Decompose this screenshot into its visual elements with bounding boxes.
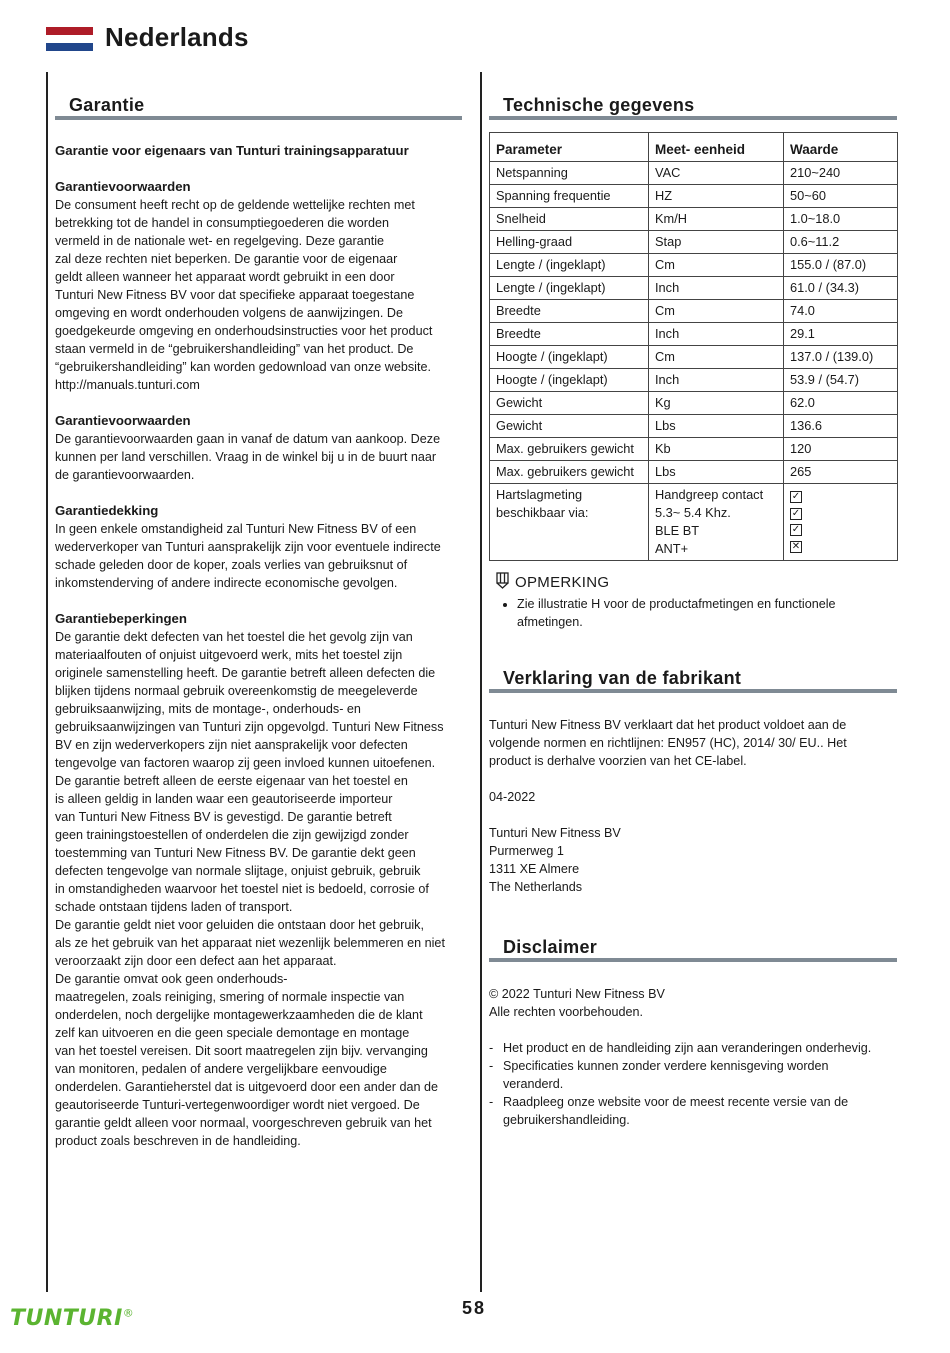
warranty-text-line: De consument heeft recht op de geldende wettelijke rechten met: [55, 198, 415, 212]
warranty-text-line: defecten tengevolge van normale slijtage, onjuist gebruik, gebruik: [55, 864, 421, 878]
disclaimer-heading: Disclaimer: [503, 937, 598, 957]
table-row: [490, 323, 898, 346]
cell-unit: Inch: [649, 277, 784, 300]
spacer: [489, 770, 899, 788]
warranty-text-line: tengevolge van factoren waarop zij geen invloed kunnen uitoefenen.: [55, 756, 436, 770]
note-item: • Zie illustratie H voor de productafmetingen en functionele afmetingen.: [517, 595, 896, 631]
cell-parameter: Hoogte / (ingeklapt): [490, 369, 649, 392]
declaration-text-line: Tunturi New Fitness BV verklaart dat het product voldoet aan de: [489, 718, 847, 732]
warranty-section-title: Garantievoorwaarden: [55, 413, 191, 428]
section-spacer: [55, 160, 465, 178]
logo-text: TUNTURI: [10, 1306, 123, 1331]
cell-value: 50~60: [784, 185, 898, 208]
warranty-text-line: is alleen geldig in landen waar een geautoriseerde importeur: [55, 792, 393, 806]
disclaimer-heading-bar: [489, 958, 897, 962]
warranty-text-line: omgeving en wordt onderhouden volgens de aanwijzingen. De: [55, 306, 403, 320]
declaration-date: 04-2022: [489, 790, 536, 804]
checkbox-checked-icon: ✓: [791, 524, 801, 535]
cell-value: 136.6: [784, 415, 898, 438]
warranty-text-line: De garantievoorwaarden gaan in vanaf de datum van aankoop. Deze: [55, 432, 441, 446]
cell-unit: VAC: [649, 162, 784, 185]
cell-parameter: Gewicht: [490, 415, 649, 438]
warranty-text-line: garantie geldt alleen voor normaal, voorgeschreven gebruik van het: [55, 1116, 432, 1130]
cell-value: 155.0 / (87.0): [784, 254, 898, 277]
cell-value: 61.0 / (34.3): [784, 277, 898, 300]
disclaimer-item-text: Raadpleeg onze website voor de meest recente versie van de gebruikershandleiding.: [503, 1095, 849, 1127]
logo-registered-mark: ®: [122, 1306, 135, 1320]
cell-value: 74.0: [784, 300, 898, 323]
warranty-text-line: originele samenstelling heeft. De garantie betreft alleen defecten die: [55, 666, 436, 680]
cell-unit: Inch: [649, 323, 784, 346]
section-spacer: [55, 484, 465, 502]
heart-rate-options: [649, 484, 784, 561]
address-line: Tunturi New Fitness BV: [489, 826, 621, 840]
warranty-text-line: veroorzaakt zijn door een defect aan het apparaat.: [55, 954, 337, 968]
cell-value: 62.0: [784, 392, 898, 415]
cell-parameter: Snelheid: [490, 208, 649, 231]
warranty-text-line: toestemming van Tunturi New Fitness BV. De garantie dekt geen: [55, 846, 416, 860]
heart-rate-label: [490, 484, 649, 561]
cell-value: 53.9 / (54.7): [784, 369, 898, 392]
warranty-text-line: zelf kan uitvoeren en die geen speciale demontage en montage: [55, 1026, 410, 1040]
table-row: [490, 369, 898, 392]
warranty-text-line: zal deze rechten niet beperken. De garantie voor de eigenaar: [55, 252, 398, 266]
declaration-heading: Verklaring van de fabrikant: [503, 668, 742, 688]
warranty-text-line: staan vermeld in de “gebruikershandleiding” van het product. De: [55, 342, 414, 356]
cell-parameter: Gewicht: [490, 392, 649, 415]
table-row: [490, 346, 898, 369]
warranty-text-line: vermeld in de nationale wet- en regelgeving. Deze garantie: [55, 234, 385, 248]
note-icon: [496, 572, 509, 589]
heart-rate-option: Handgreep contact: [655, 487, 764, 502]
cell-value: 0.6~11.2: [784, 231, 898, 254]
disclaimer-copyright: © 2022 Tunturi New Fitness BV: [489, 987, 665, 1001]
specs-heading: Technische gegevens: [503, 95, 695, 115]
checkbox-row: [790, 486, 891, 503]
cell-value: 137.0 / (139.0): [784, 346, 898, 369]
cell-value: 120: [784, 438, 898, 461]
center-divider: [480, 72, 482, 1292]
warranty-text-line: materiaalfouten of onjuist uitgevoerd werk, mits het toestel zijn: [55, 648, 403, 662]
warranty-text-line: product zoals beschreven in de handleiding.: [55, 1134, 301, 1148]
checkbox-checked-icon: ✓: [791, 491, 801, 502]
note-list: [496, 595, 896, 631]
cell-unit: Kg: [649, 392, 784, 415]
table-row: [490, 277, 898, 300]
warranty-text-line: onderdelen, noch dergelijke montagewerkzaamheden die de klant: [55, 1008, 423, 1022]
disclaimer-item: [489, 1057, 889, 1093]
warranty-text-line: onderdelen. Garantieherstel dat is uitgevoerd door een ander dan de: [55, 1080, 438, 1094]
table-row: [490, 438, 898, 461]
disclaimer-item: [489, 1093, 889, 1129]
column-header-value: Waarde: [784, 133, 898, 162]
cell-value: 29.1: [784, 323, 898, 346]
note-title: OPMERKING: [515, 574, 610, 591]
warranty-text-line: De garantie geldt niet voor geluiden die ontstaan door het gebruik,: [55, 918, 424, 932]
warranty-intro: Garantie voor eigenaars van Tunturi trainingsapparatuur: [55, 143, 409, 158]
cell-unit: Lbs: [649, 461, 784, 484]
page-title: Nederlands: [105, 22, 249, 52]
section-spacer: [55, 592, 465, 610]
warranty-text-line: als ze het gebruik van het apparaat niet wezenlijk belemmeren en niet: [55, 936, 445, 950]
tunturi-logo: [10, 1306, 134, 1331]
cell-parameter: Hoogte / (ingeklapt): [490, 346, 649, 369]
column-header-parameter: Parameter: [490, 133, 649, 162]
disclaimer-item: [489, 1039, 889, 1057]
table-row: [490, 185, 898, 208]
table-row: [490, 461, 898, 484]
note: [496, 572, 896, 631]
warranty-heading: Garantie: [69, 95, 145, 115]
cell-parameter: Max. gebruikers gewicht: [490, 461, 649, 484]
dash-bullet: -: [489, 1095, 494, 1109]
cell-unit: Inch: [649, 369, 784, 392]
page-number: 58: [462, 1298, 487, 1318]
warranty-text-line: BV en zijn wederverkopers zijn niet aansprakelijk voor defecten: [55, 738, 408, 752]
specs-table-header: [490, 133, 898, 162]
checkbox-row: [790, 536, 891, 553]
heart-rate-option: BLE BT: [655, 523, 700, 538]
column-header-unit: Meet- eenheid: [649, 133, 784, 162]
warranty-text-line: blijken tijdens normaal gebruik overeenkomstig de meegeleverde: [55, 684, 418, 698]
cell-parameter: Breedte: [490, 300, 649, 323]
cell-unit: Km/H: [649, 208, 784, 231]
cell-value: 1.0~18.0: [784, 208, 898, 231]
dash-bullet: -: [489, 1041, 494, 1055]
specs-table: [489, 132, 898, 561]
table-row: [490, 300, 898, 323]
cell-unit: Lbs: [649, 415, 784, 438]
warranty-text-line: van het toestel vereisen. Dit soort maatregelen zijn bijv. vervanging: [55, 1044, 428, 1058]
cell-parameter: Breedte: [490, 323, 649, 346]
cell-unit: Kb: [649, 438, 784, 461]
cell-unit: Cm: [649, 346, 784, 369]
warranty-text-line: Tunturi New Fitness BV voor dat specifieke apparaat toegestane: [55, 288, 415, 302]
checkbox-crossed-icon: ✕: [791, 540, 801, 552]
warranty-text-line: goedgekeurde omgeving en onderhoudsinstructies voor het product: [55, 324, 433, 338]
declaration-heading-bar: [489, 689, 897, 693]
cell-parameter: Lengte / (ingeklapt): [490, 254, 649, 277]
warranty-body: [55, 142, 465, 1150]
warranty-text-line: maatregelen, zoals reiniging, smering of normale inspectie van: [55, 990, 405, 1004]
dash-bullet: -: [489, 1059, 494, 1073]
checkbox-checked-icon: ✓: [791, 507, 801, 519]
warranty-text-line: van monitoren, pedalen of andere vergelijkbare eenvoudige: [55, 1062, 387, 1076]
cell-parameter: Lengte / (ingeklapt): [490, 277, 649, 300]
warranty-text-line: schade geleden door de koper, zoals verlies van gebruiksnut of: [55, 558, 408, 572]
warranty-text-line: in omstandigheden waarvoor het toestel niet is bedoeld, corrosie of: [55, 882, 429, 896]
warranty-text-line: geldt alleen wanneer het apparaat wordt gebruikt in een door: [55, 270, 395, 284]
checkbox-row: [790, 519, 891, 536]
warranty-text-line: De garantie dekt defecten van het toestel die het gevolg zijn van: [55, 630, 413, 644]
left-divider: [46, 72, 48, 1292]
warranty-heading-bar: [55, 116, 462, 120]
warranty-text-line: geen trainingstoestellen of onderdelen die zijn gewijzigd zonder: [55, 828, 409, 842]
disclaimer-body: [489, 985, 899, 1129]
table-row: [490, 208, 898, 231]
cell-parameter: Max. gebruikers gewicht: [490, 438, 649, 461]
cell-parameter: Helling-graad: [490, 231, 649, 254]
cell-value: 210~240: [784, 162, 898, 185]
heart-rate-label-line: Hartslagmeting: [496, 487, 583, 502]
warranty-text-line: schade ontstaan tijdens laden of transport.: [55, 900, 293, 914]
address-line: The Netherlands: [489, 880, 583, 894]
table-row: [490, 162, 898, 185]
warranty-text-line: inkomstenderving of andere indirecte economische gevolgen.: [55, 576, 398, 590]
warranty-text-line: kunnen per land verschillen. Vraag in de winkel bij u in de buurt naar: [55, 450, 437, 464]
cell-unit: Cm: [649, 300, 784, 323]
warranty-text-line: De garantie omvat ook geen onderhouds-: [55, 972, 288, 986]
disclaimer-rights: Alle rechten voorbehouden.: [489, 1005, 644, 1019]
declaration-body: [489, 716, 899, 896]
cell-unit: HZ: [649, 185, 784, 208]
table-row-heart-rate: [490, 484, 898, 561]
warranty-section-title: Garantiedekking: [55, 503, 159, 518]
warranty-text-line: In geen enkele omstandigheid zal Tunturi New Fitness BV of een: [55, 522, 417, 536]
specs-heading-bar: [489, 116, 897, 120]
warranty-text-line: wederverkoper van Tunturi aansprakelijk zijn voor eventuele indirecte: [55, 540, 441, 554]
warranty-text-line: gebruiksaanwijzingen van Tunturi zijn opgevolgd. Tunturi New Fitness: [55, 720, 444, 734]
warranty-text-line: de garantievoorwaarden.: [55, 468, 195, 482]
disclaimer-item-text: Specificaties kunnen zonder verdere kennisgeving worden veranderd.: [503, 1059, 829, 1091]
cell-parameter: Spanning frequentie: [490, 185, 649, 208]
table-row: [490, 392, 898, 415]
table-row: [490, 231, 898, 254]
warranty-text-line: “gebruikershandleiding” kan worden gedownload van onze website.: [55, 360, 431, 374]
heart-rate-option: 5.3~ 5.4 Khz.: [655, 505, 731, 520]
cell-parameter: Netspanning: [490, 162, 649, 185]
table-row: [490, 254, 898, 277]
warranty-section-title: Garantiebeperkingen: [55, 611, 187, 626]
address-line: 1311 XE Almere: [489, 862, 580, 876]
spacer: [489, 806, 899, 824]
warranty-section-title: Garantievoorwaarden: [55, 179, 191, 194]
cell-value: 265: [784, 461, 898, 484]
disclaimer-item-text: Het product en de handleiding zijn aan veranderingen onderhevig.: [503, 1041, 872, 1055]
heart-rate-option: ANT+: [655, 541, 689, 556]
warranty-text-line: De garantie betreft alleen de eerste eigenaar van het toestel en: [55, 774, 408, 788]
heart-rate-marks: [784, 484, 898, 561]
table-row: [490, 415, 898, 438]
cell-unit: Cm: [649, 254, 784, 277]
checkbox-row: [790, 503, 891, 520]
warranty-text-line: http://manuals.tunturi.com: [55, 378, 200, 392]
warranty-text-line: gebruiksaanwijzing, mits de montage-, onderhouds- en: [55, 702, 361, 716]
heart-rate-label-line: beschikbaar via:: [496, 505, 589, 520]
declaration-text-line: volgende normen en richtlijnen: EN957 (HC), 2014/ 30/ EU.. Het: [489, 736, 847, 750]
disclaimer-list: [489, 1039, 889, 1129]
address-line: Purmerweg 1: [489, 844, 564, 858]
netherlands-flag-icon: [46, 27, 93, 51]
warranty-text-line: geautoriseerde Tunturi-vertegenwoordiger wordt niet vergoed. De: [55, 1098, 420, 1112]
declaration-text-line: product is derhalve voorzien van het CE-label.: [489, 754, 747, 768]
warranty-text-line: van Tunturi New Fitness BV is gevestigd. De garantie betreft: [55, 810, 392, 824]
cell-unit: Stap: [649, 231, 784, 254]
warranty-text-line: betrekking tot de handel in consumptiegoederen die worden: [55, 216, 389, 230]
section-spacer: [55, 394, 465, 412]
